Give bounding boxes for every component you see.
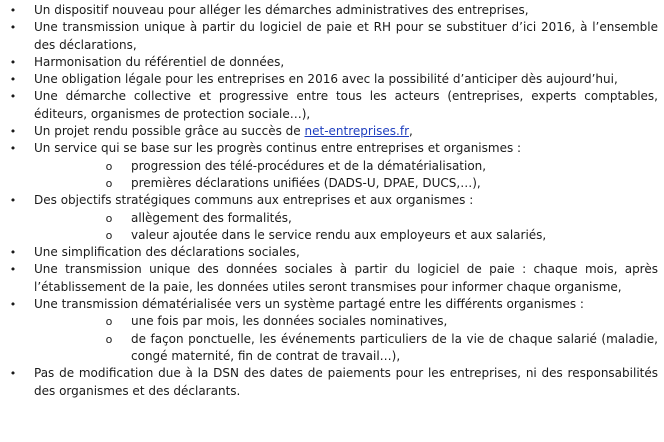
sub-list (0, 210, 664, 245)
bullet-icon: • (9, 246, 17, 260)
circle-bullet-icon: o (105, 228, 113, 242)
list-item (0, 54, 664, 71)
circle-bullet-icon: o (105, 159, 113, 173)
circle-bullet-icon: o (105, 176, 113, 190)
circle-bullet-icon: o (105, 211, 113, 225)
sub-list-item (0, 175, 664, 192)
bullet-icon: • (9, 263, 17, 277)
list-item-text: Une obligation légale pour les entreprises en 2016 avec la possibilité d’anticiper dès aujourd’hui, (34, 72, 618, 87)
sub-list-container (0, 210, 664, 245)
bullet-icon: • (9, 4, 17, 17)
sub-list (0, 313, 664, 365)
list-item (0, 261, 664, 296)
sub-list-item-text: premières déclarations unifiées (DADS-U, DPAE, DUCS,…), (131, 175, 481, 190)
list-item (0, 244, 664, 261)
sub-list-container (0, 313, 664, 365)
sub-list-container (0, 158, 664, 193)
list-item (0, 140, 664, 157)
circle-bullet-icon: o (105, 332, 113, 346)
sub-list-item (0, 227, 664, 244)
list-item-text: Des objectifs stratégiques communs aux entreprises et aux organismes : (34, 193, 474, 208)
list-item-text: Une simplification des déclarations sociales, (34, 245, 300, 260)
bullet-list (0, 2, 664, 400)
sub-list-item-text: de façon ponctuelle, les événements particuliers de la vie de chaque salarié (maladie, congé maternité, fin de contrat de travail…), (131, 331, 658, 363)
sub-list-item (0, 331, 664, 366)
list-item (0, 192, 664, 209)
list-item-text: Une transmission unique à partir du logiciel de paie et RH pour se substituer d’ici 2016, à l’ensemble des déclarations, (34, 20, 658, 52)
list-item (0, 123, 664, 140)
sub-list-item (0, 210, 664, 227)
list-item (0, 296, 664, 313)
bullet-icon: • (9, 142, 17, 156)
bullet-icon: • (9, 194, 17, 208)
list-item-text: Un service qui se base sur les progrès continus entre entreprises et organismes : (34, 141, 522, 156)
list-item-text: Un projet rendu possible grâce au succès de (34, 124, 305, 139)
bullet-icon: • (9, 73, 17, 87)
net-entreprises-link[interactable]: net-entreprises.fr (304, 124, 410, 139)
list-item-text: Un dispositif nouveau pour alléger les démarches administratives des entreprises, (34, 3, 529, 17)
sub-list-item (0, 313, 664, 330)
list-item-text: Une démarche collective et progressive entre tous les acteurs (entreprises, experts comptables, éditeurs, organismes de protection sociale…), (34, 89, 658, 121)
list-item (0, 365, 664, 400)
bullet-icon: • (9, 90, 17, 104)
list-item (0, 71, 664, 88)
sub-list-item-text: valeur ajoutée dans le service rendu aux employeurs et aux salariés, (131, 227, 547, 242)
list-item (0, 2, 664, 19)
bullet-icon: • (9, 55, 17, 69)
list-item (0, 88, 664, 123)
list-item (0, 19, 664, 54)
sub-list-item (0, 158, 664, 175)
list-item-text: Pas de modification due à la DSN des dates de paiements pour les entreprises, ni des responsabilités des organismes et des déclarants. (34, 366, 658, 398)
list-item-text: Une transmission unique des données sociales à partir du logiciel de paie : chaque mois, après l’établissement de la paie, les données utiles seront transmises pour informer chaque organisme, (34, 262, 658, 294)
list-item-text-end: , (409, 124, 413, 139)
bullet-icon: • (9, 367, 17, 381)
bullet-icon: • (9, 21, 17, 35)
bullet-icon: • (9, 125, 17, 139)
sub-list-item-text: progression des télé-procédures et de la dématérialisation, (131, 158, 487, 173)
sub-list (0, 158, 664, 193)
bullet-icon: • (9, 298, 17, 312)
circle-bullet-icon: o (105, 315, 113, 329)
list-item-text: Harmonisation du référentiel de données, (34, 54, 285, 69)
sub-list-item-text: une fois par mois, les données sociales nominatives, (131, 314, 448, 329)
list-item-text: Une transmission dématérialisée vers un système partagé entre les différents organismes : (34, 297, 584, 312)
sub-list-item-text: allègement des formalités, (131, 210, 292, 225)
